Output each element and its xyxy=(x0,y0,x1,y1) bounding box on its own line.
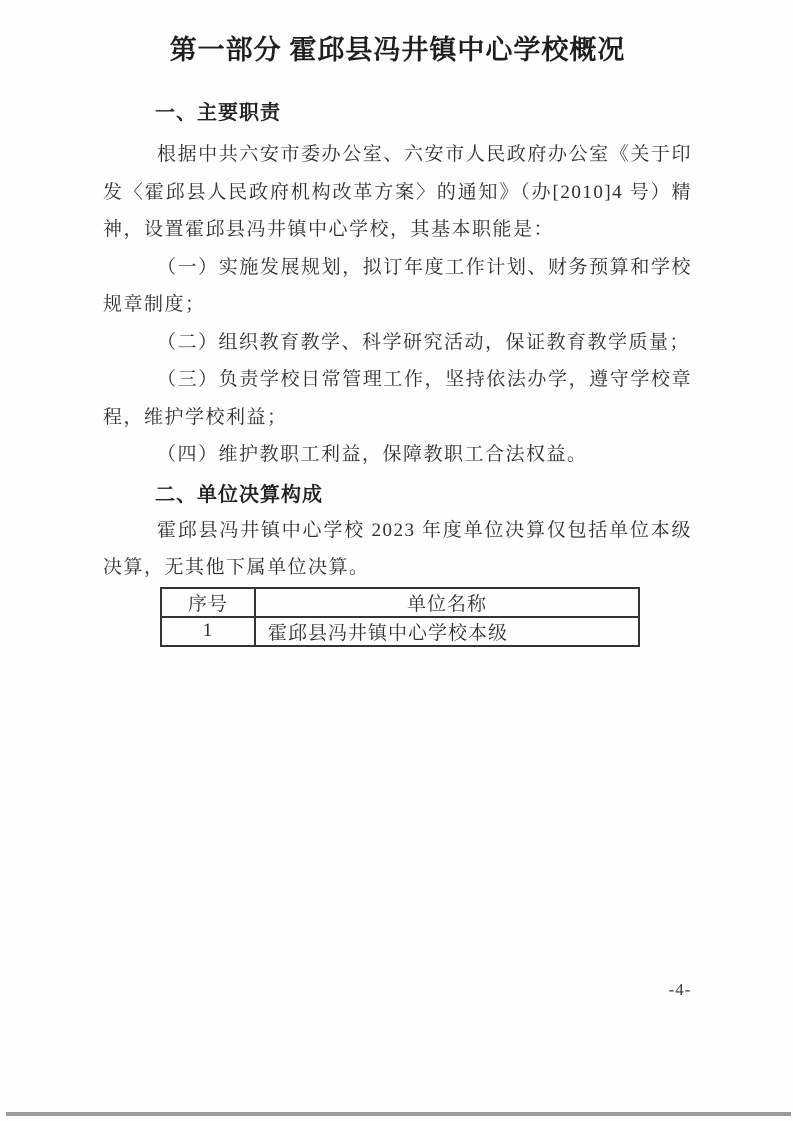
paragraph-duty-1: （一）实施发展规划，拟订年度工作计划、财务预算和学校规章制度； xyxy=(103,256,692,315)
units-table-body xyxy=(161,617,639,646)
paragraph-duty-3: （三）负责学校日常管理工作，坚持依法办学，遵守学校章程，维护学校利益； xyxy=(103,369,692,428)
section-heading-unit-composition: 二、单位决算构成 xyxy=(155,483,323,506)
document-title: 第一部分 霍邱县冯井镇中心学校概况 xyxy=(169,35,626,65)
paragraph-duty-2: （二）组织教育教学、科学研究活动，保证教育教学质量； xyxy=(157,331,691,353)
paragraph-duty-4: （四）维护教职工利益，保障教职工合法权益。 xyxy=(157,444,588,465)
units-table xyxy=(160,587,640,647)
document-content xyxy=(103,0,692,647)
table-header-index: 序号 xyxy=(161,588,255,617)
paragraph-basis: 根据中共六安市委办公室、六安市人民政府办公室《关于印发〈霍邱县人民政府机构改革方案〉的通知》（办[2010]4 号）精神，设置霍邱县冯井镇中心学校，其基本职能是： xyxy=(103,144,692,240)
section-heading-main-duties: 一、主要职责 xyxy=(155,102,281,124)
scan-bottom-edge-line xyxy=(6,1112,791,1116)
table-cell-unit-name: 霍邱县冯井镇中心学校本级 xyxy=(255,617,639,646)
page-number: -4- xyxy=(668,980,692,999)
units-table-header xyxy=(161,588,639,617)
paragraph-unit-composition: 霍邱县冯井镇中心学校 2023 年度单位决算仅包括单位本级决算，无其他下属单位决算。 xyxy=(103,519,692,578)
table-header-row xyxy=(161,588,639,617)
table-header-unit-name: 单位名称 xyxy=(255,588,639,617)
table-row xyxy=(161,617,639,646)
table-cell-index: 1 xyxy=(161,617,255,646)
